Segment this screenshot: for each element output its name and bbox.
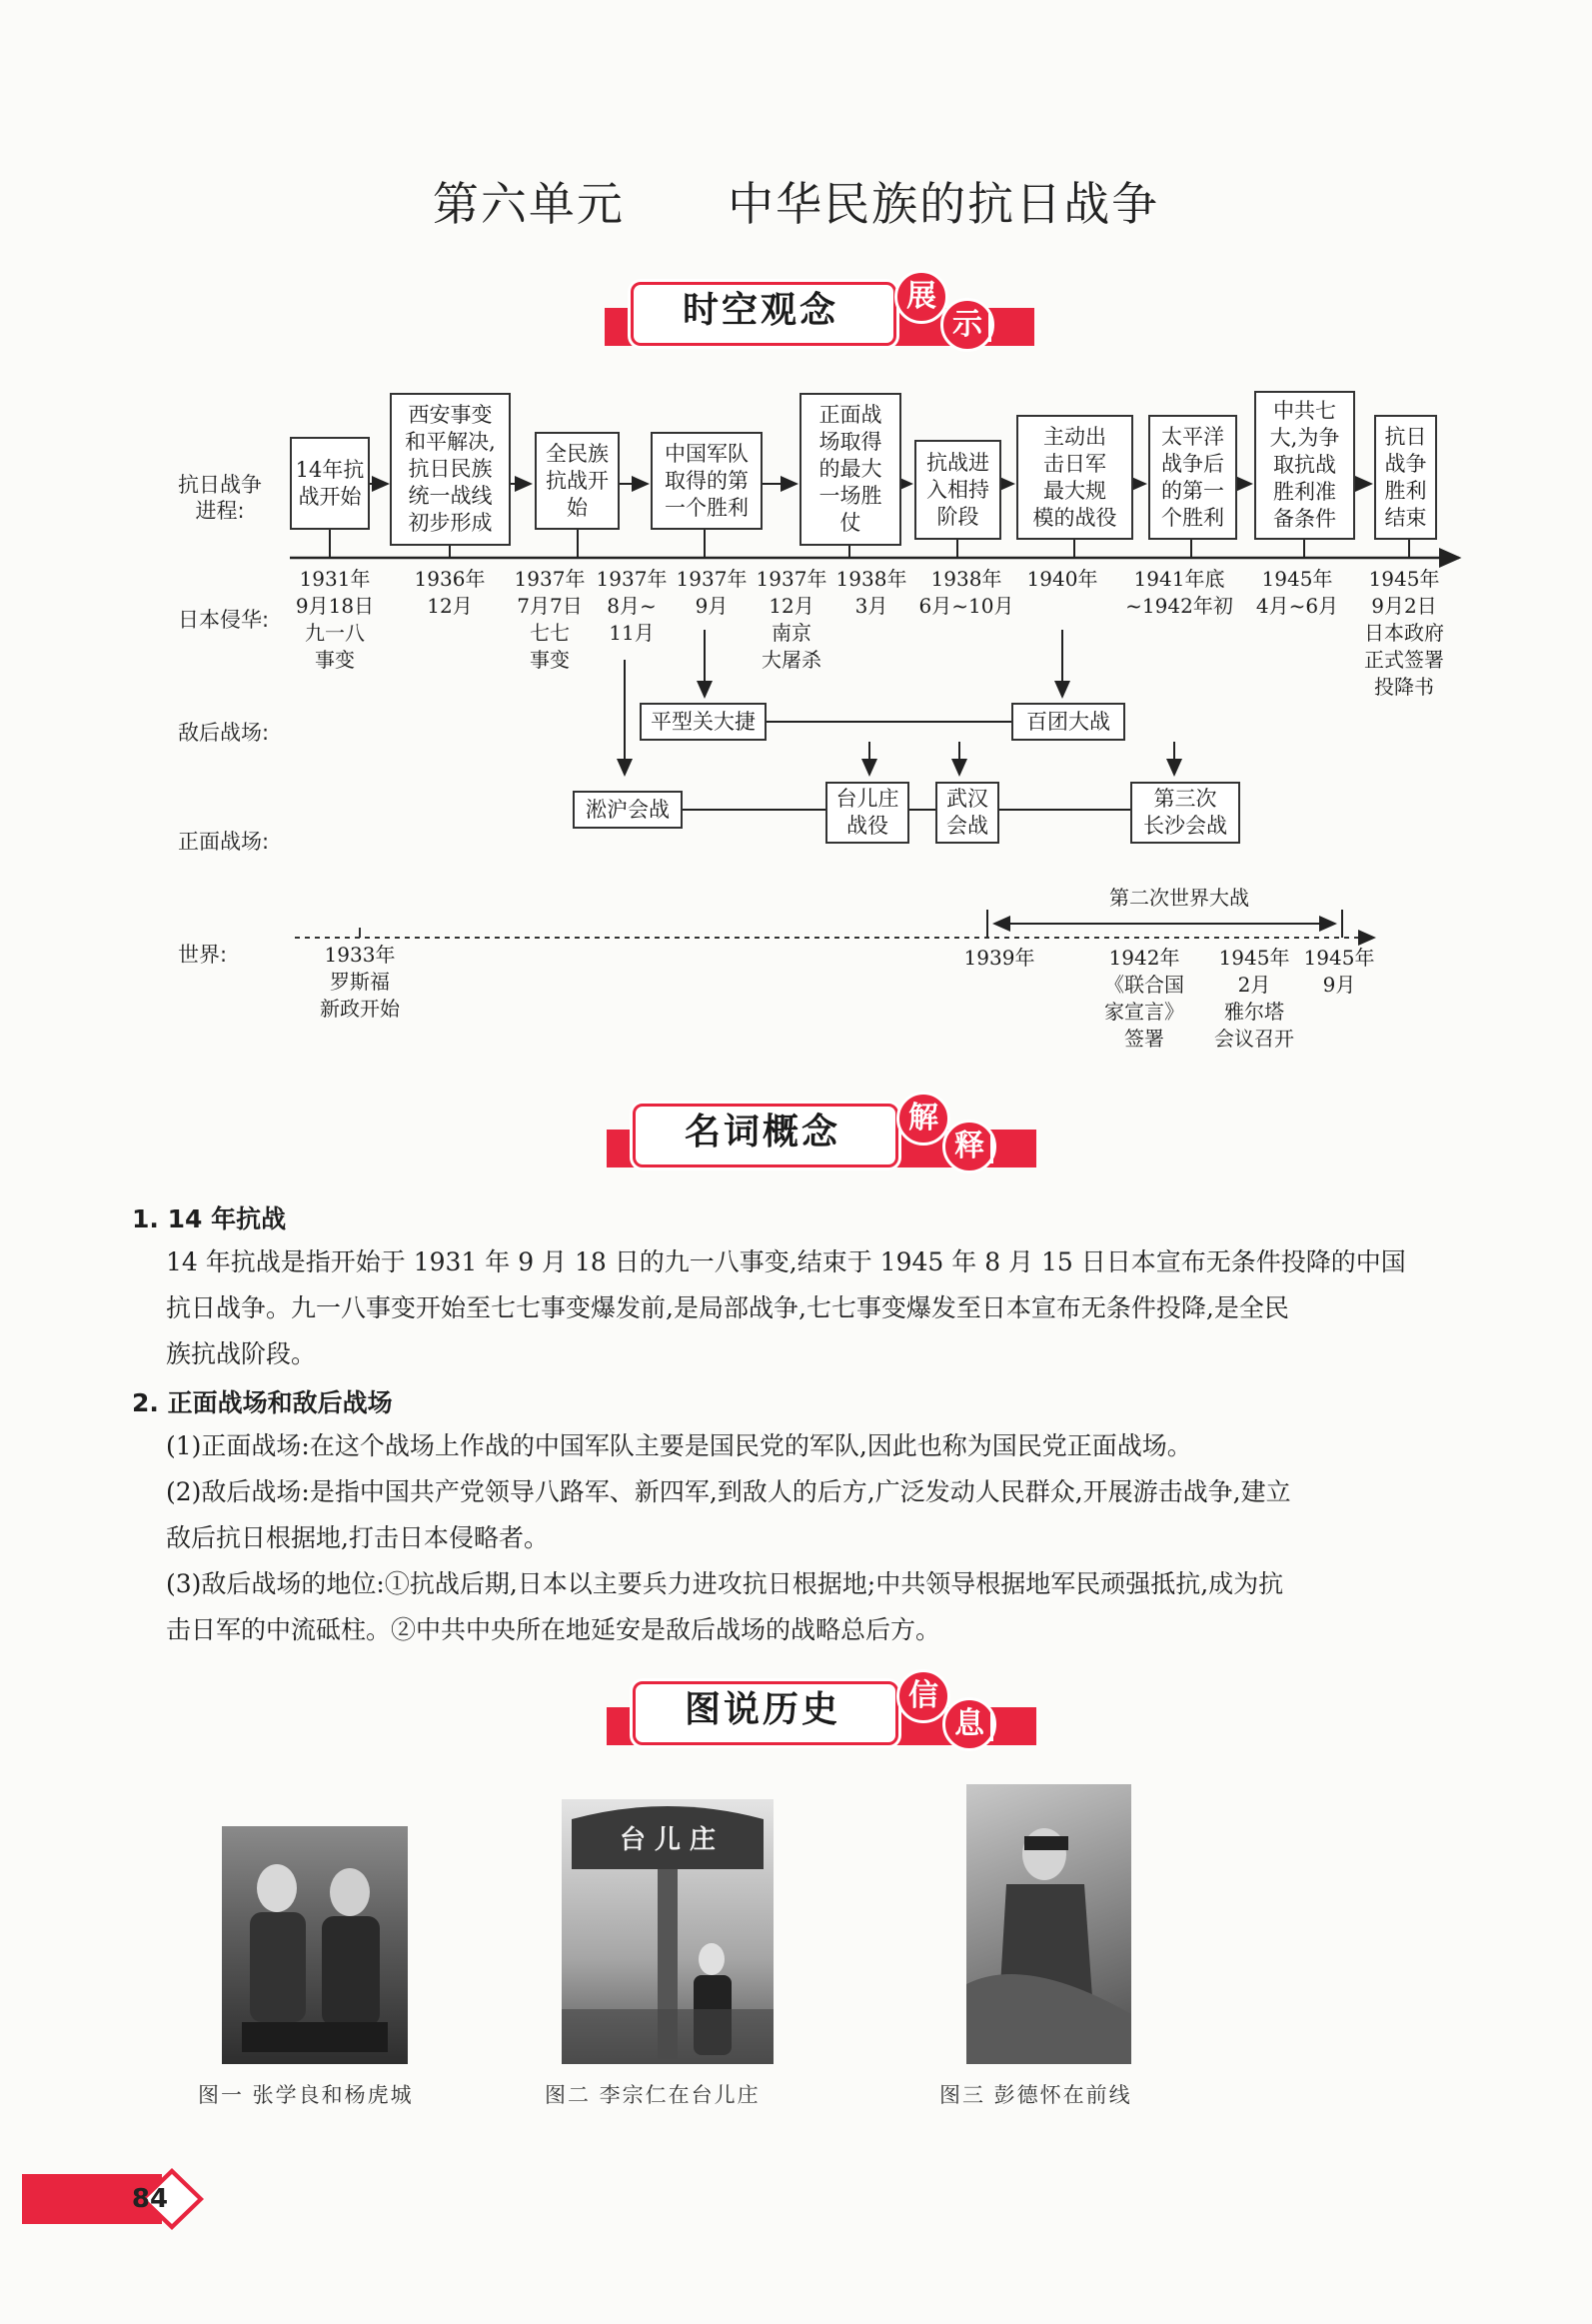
world-event: 1945年 2月 雅尔塔 会议召开 [1214, 946, 1294, 1051]
process-box: 中国军队 取得的第 一个胜利 [651, 432, 763, 530]
photo-caption: 图三 彭德怀在前线 [939, 2083, 1132, 2107]
banner-circle-2: 息 [942, 1697, 996, 1751]
process-box: 抗日 战争 胜利 结束 [1374, 415, 1437, 540]
timeline-date: 1937年 12月 南京 大屠杀 [756, 567, 827, 672]
process-box: 正面战 场取得 的最大 一场胜 仗 [799, 393, 901, 546]
timeline-date: 1945年 4月~6月 [1255, 567, 1339, 618]
banner-title: 名词概念 [684, 1112, 840, 1153]
process-box: 主动出 击日军 最大规 模的战役 [1016, 415, 1133, 540]
process-box: 中共七 大,为争 取抗战 胜利准 备条件 [1254, 391, 1355, 540]
process-box: 抗战进 入相持 阶段 [914, 440, 1001, 540]
banner-title: 时空观念 [682, 290, 838, 331]
timeline-date: 1940年 [1026, 567, 1098, 591]
process-box: 全民族 抗战开 始 [535, 432, 620, 530]
text-line: (2)敌后战场:是指中国共产党领导八路军、新四军,到敌人的后方,广泛发动人民群众,开展游击战争,建立 [166, 1477, 1291, 1506]
banner-title: 图说历史 [684, 1689, 840, 1730]
row-label-front: 正面战场: [178, 830, 270, 854]
row-label-rear: 敌后战场: [178, 721, 270, 745]
timeline-date: 1937年 8月~ 11月 [596, 567, 668, 645]
banner-circle-1: 信 [896, 1669, 950, 1723]
sign-text: 台 儿 庄 [619, 1825, 717, 1855]
text-line: 抗日战争。九一八事变开始至七七事变爆发前,是局部战争,七七事变爆发至日本宣布无条件投降,是全民 [166, 1293, 1289, 1322]
section-banner-pictures [607, 1669, 1036, 1755]
banner-circle-2: 释 [942, 1120, 996, 1173]
ww2-label: 第二次世界大战 [1109, 886, 1249, 910]
timeline-date: 1931年 9月18日 九一八 事变 [295, 567, 375, 672]
text-line: 击日军的中流砥柱。②中共中央所在地延安是敌后战场的战略总后方。 [166, 1615, 941, 1644]
photo-caption: 图二 李宗仁在台儿庄 [545, 2083, 761, 2107]
photo-zhang-yang [222, 1826, 408, 2064]
photo-li-zongren [562, 1799, 774, 2064]
text-line: (1)正面战场:在这个战场上作战的中国军队主要是国民党的军队,因此也称为国民党正面战场。 [166, 1431, 1192, 1460]
world-event: 1942年 《联合国 家宣言》 签署 [1104, 946, 1184, 1051]
world-event: 1939年 [963, 946, 1035, 970]
rear-battle-box: 平型关大捷 [640, 703, 767, 741]
concept-heading-1: 1. 14 年抗战 [132, 1204, 287, 1233]
front-battle-box: 武汉 会战 [935, 782, 999, 844]
photo-caption: 图一 张学良和杨虎城 [198, 2083, 414, 2107]
text-line: 敌后抗日根据地,打击日本侵略者。 [166, 1523, 549, 1552]
timeline-date: 1938年 6月~10月 [918, 567, 1014, 618]
photo-peng-dehuai [966, 1784, 1131, 2064]
photo-figure [966, 1784, 1131, 2064]
concept-paragraph-2 [166, 1423, 1515, 1653]
timeline-date: 1936年 12月 [414, 567, 486, 618]
timeline-date: 1941年底 ~1942年初 [1125, 567, 1233, 618]
timeline-date: 1937年 9月 [676, 567, 748, 618]
text-line: 族抗战阶段。 [166, 1339, 317, 1368]
process-box: 14年抗 战开始 [290, 437, 370, 530]
banner-circle-1: 解 [896, 1092, 950, 1146]
photo-figures [222, 1826, 408, 2064]
timeline-date: 1938年 3月 [835, 567, 907, 618]
unit-number: 第六单元 [432, 177, 625, 231]
front-battle-box: 淞沪会战 [573, 791, 683, 829]
front-battle-box: 台儿庄 战役 [825, 782, 909, 844]
timeline-date: 1945年 9月2日 日本政府 正式签署 投降书 [1364, 567, 1444, 699]
text-line: (3)敌后战场的地位:①抗战后期,日本以主要兵力进攻抗日根据地;中共领导根据地军民顽强抵抗,成为抗 [166, 1569, 1284, 1598]
concept-heading-2: 2. 正面战场和敌后战场 [132, 1388, 393, 1417]
banner-circle-2: 示 [940, 298, 994, 352]
concept-paragraph-1 [166, 1239, 1515, 1377]
row-label-process: 抗日战争 进程: [178, 473, 262, 523]
rear-battle-box: 百团大战 [1011, 703, 1125, 741]
front-battle-box: 第三次 长沙会战 [1130, 782, 1240, 844]
unit-name: 中华民族的抗日战争 [728, 177, 1160, 231]
timeline-lines [0, 0, 1592, 1080]
row-label-invasion: 日本侵华: [178, 608, 270, 632]
text-line: 14 年抗战是指开始于 1931 年 9 月 18 日的九一八事变,结束于 1945 年 8 月 15 日日本宣布无条件投降的中国 [166, 1247, 1406, 1276]
section-banner-concepts [607, 1092, 1036, 1177]
row-label-world: 世界: [178, 943, 228, 967]
timeline-date: 1937年 7月7日 七七 事变 [514, 567, 586, 672]
page-number: 84 [131, 2184, 169, 2214]
process-box: 西安事变 和平解决, 抗日民族 统一战线 初步形成 [390, 393, 511, 546]
world-event: 1945年 9月 [1303, 946, 1375, 997]
process-box: 太平洋 战争后 的第一 个胜利 [1148, 415, 1237, 540]
banner-circle-1: 展 [894, 270, 948, 324]
world-event: 1933年 罗斯福 新政开始 [320, 943, 400, 1021]
